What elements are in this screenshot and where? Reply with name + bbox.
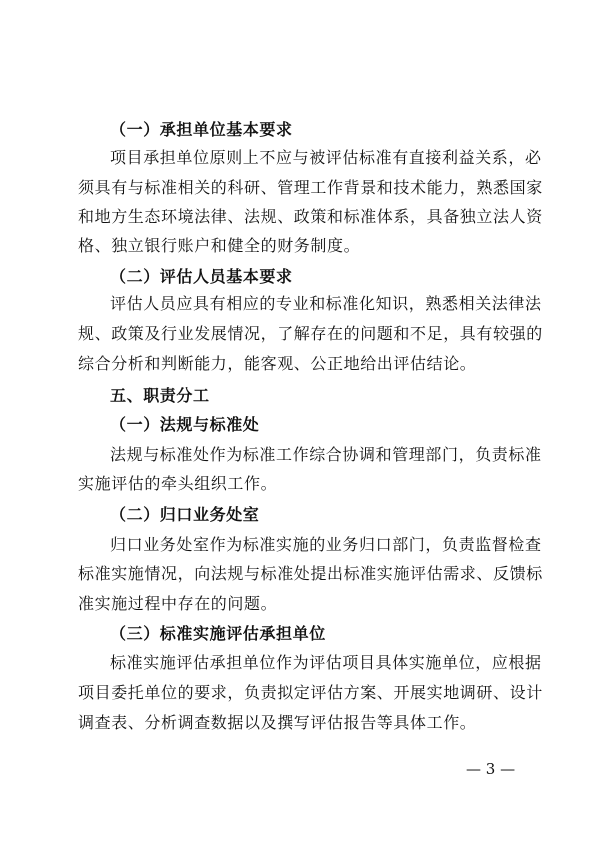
para-unit-line-1: 项目承担单位原则上不应与被评估标准有直接利益关系，必 — [110, 148, 542, 167]
para-business-line-3: 准实施过程中存在的问题。 — [78, 594, 278, 613]
para-regulations-line-2: 实施评估的牵头组织工作。 — [78, 474, 278, 493]
para-staff-line-3: 综合分析和判断能力，能客观、公正地给出评估结论。 — [78, 354, 477, 373]
para-unit-line-2: 须具有与标准相关的科研、管理工作背景和技术能力，熟悉国家 — [78, 178, 543, 197]
para-undertaking-line-3: 调查表、分析调查数据以及撰写评估报告等具体工作。 — [78, 713, 477, 732]
para-undertaking-line-2: 项目委托单位的要求，负责拟定评估方案、开展实地调研、设计 — [78, 683, 543, 702]
para-staff-line-1: 评估人员应具有相应的专业和标准化知识，熟悉相关法律法 — [110, 294, 542, 313]
para-regulations-line-1: 法规与标准处作为标准工作综合协调和管理部门，负责标准 — [110, 445, 542, 464]
section-title-duties: 五、职责分工 — [110, 386, 210, 405]
para-undertaking-line-1: 标准实施评估承担单位作为评估项目具体实施单位，应根据 — [110, 653, 542, 672]
heading-business-division: （二）归口业务处室 — [110, 505, 260, 524]
page-number: — 3 — — [466, 760, 516, 778]
para-business-line-2: 标准实施情况，向法规与标准处提出标准实施评估需求、反馈标 — [78, 564, 543, 583]
heading-basic-requirements-unit: （一）承担单位基本要求 — [110, 120, 293, 139]
para-unit-line-4: 格、独立银行账户和健全的财务制度。 — [78, 236, 361, 255]
heading-basic-requirements-staff: （二）评估人员基本要求 — [110, 267, 293, 286]
heading-regulations-division: （一）法规与标准处 — [110, 415, 260, 434]
heading-undertaking-unit: （三）标准实施评估承担单位 — [110, 624, 326, 643]
para-business-line-1: 归口业务处室作为标准实施的业务归口部门，负责监督检查 — [110, 535, 542, 554]
para-unit-line-3: 和地方生态环境法律、法规、政策和标准体系，具备独立法人资 — [78, 207, 543, 226]
para-staff-line-2: 规、政策及行业发展情况，了解存在的问题和不足，具有较强的 — [78, 324, 543, 343]
